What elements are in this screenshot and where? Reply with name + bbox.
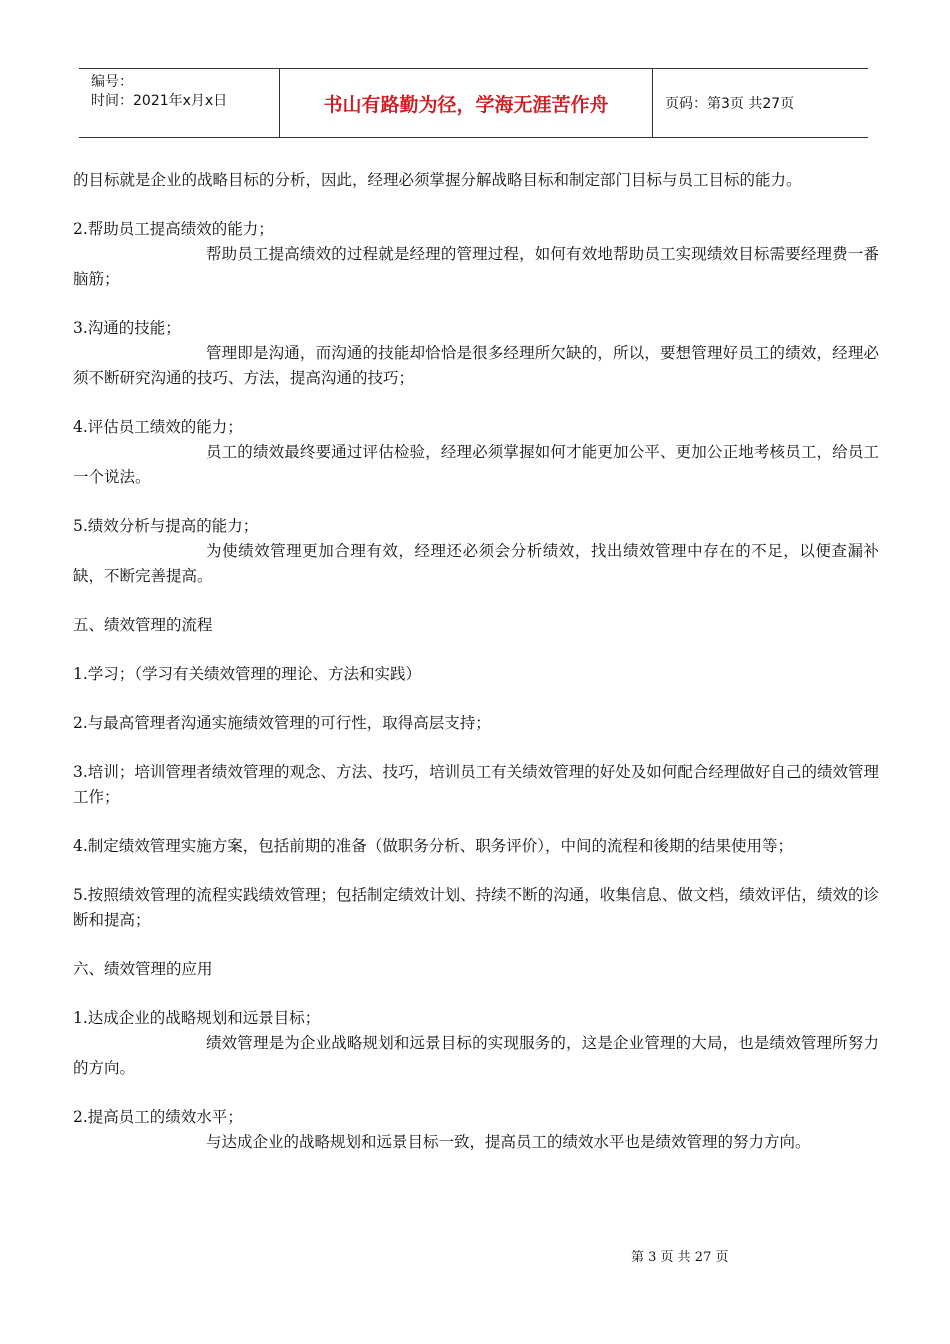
header-motto: 书山有路勤为径，学海无涯苦作舟 — [280, 69, 653, 137]
section-heading: 六、绩效管理的应用 — [73, 960, 213, 978]
paragraph-block — [73, 316, 879, 391]
document-body — [73, 168, 879, 1179]
document-header — [79, 68, 868, 138]
paragraph-block — [73, 662, 879, 687]
header-meta — [79, 69, 280, 137]
section-heading-block — [73, 957, 879, 982]
document-date: 时间：2021年x月x日 — [91, 93, 228, 109]
page-footer-number: 第 3 页 共 27 页 — [631, 1250, 729, 1265]
list-item: 3.培训；培训管理者绩效管理的观念、方法、技巧，培训员工有关绩效管理的好处及如何配合经理做好自己的绩效管理工作； — [73, 763, 879, 806]
paragraph-block — [73, 760, 879, 810]
paragraph-block — [73, 217, 879, 292]
list-item: 1.学习；（学习有关绩效管理的理论、方法和实践） — [73, 665, 422, 683]
list-item: 4.制定绩效管理实施方案，包括前期的准备（做职务分析、职务评价），中间的流程和後期的结果使用等； — [73, 837, 794, 855]
list-item: 5.按照绩效管理的流程实践绩效管理；包括制定绩效计划、持续不断的沟通，收集信息、做文档，绩效评估，绩效的诊断和提高； — [73, 886, 879, 929]
paragraph: 的目标就是企业的战略目标的分析，因此，经理必须掌握分解战略目标和制定部门目标与员工目标的能力。 — [73, 171, 802, 189]
section-heading: 五、绩效管理的流程 — [73, 616, 213, 634]
paragraph-block — [73, 1105, 879, 1155]
document-number-label: 编号： — [91, 74, 133, 90]
paragraph: 绩效管理是为企业战略规划和远景目标的实现服务的，这是企业管理的大局，也是绩效管理所努力的方向。 — [73, 1034, 879, 1077]
list-heading: 3.沟通的技能； — [73, 319, 181, 337]
paragraph-block — [73, 514, 879, 589]
paragraph-block — [73, 711, 879, 736]
header-page-info: 页码：第3页 共27页 — [665, 96, 795, 112]
list-heading: 1.达成企业的战略规划和远景目标； — [73, 1009, 321, 1027]
paragraph: 帮助员工提高绩效的过程就是经理的管理过程，如何有效地帮助员工实现绩效目标需要经理费一番脑筋； — [73, 245, 879, 288]
list-item: 2.与最高管理者沟通实施绩效管理的可行性，取得高层支持； — [73, 714, 491, 732]
section-heading-block — [73, 613, 879, 638]
list-heading: 2.帮助员工提高绩效的能力； — [73, 220, 274, 238]
paragraph: 与达成企业的战略规划和远景目标一致，提高员工的绩效水平也是绩效管理的努力方向。 — [206, 1133, 811, 1151]
paragraph-block — [73, 415, 879, 490]
paragraph-block — [73, 834, 879, 859]
list-heading: 4.评估员工绩效的能力； — [73, 418, 243, 436]
paragraph-block — [73, 1006, 879, 1081]
list-heading: 5.绩效分析与提高的能力； — [73, 517, 259, 535]
list-heading: 2.提高员工的绩效水平； — [73, 1108, 243, 1126]
paragraph: 员工的绩效最终要通过评估检验，经理必须掌握如何才能更加公平、更加公正地考核员工，给员工一个说法。 — [73, 443, 879, 486]
paragraph: 为使绩效管理更加合理有效，经理还必须会分析绩效，找出绩效管理中存在的不足，以便查漏补缺，不断完善提高。 — [73, 542, 879, 585]
paragraph: 管理即是沟通，而沟通的技能却恰恰是很多经理所欠缺的，所以，要想管理好员工的绩效，经理必须不断研究沟通的技巧、方法，提高沟通的技巧； — [73, 344, 879, 387]
paragraph-block — [73, 168, 879, 193]
paragraph-block — [73, 883, 879, 933]
